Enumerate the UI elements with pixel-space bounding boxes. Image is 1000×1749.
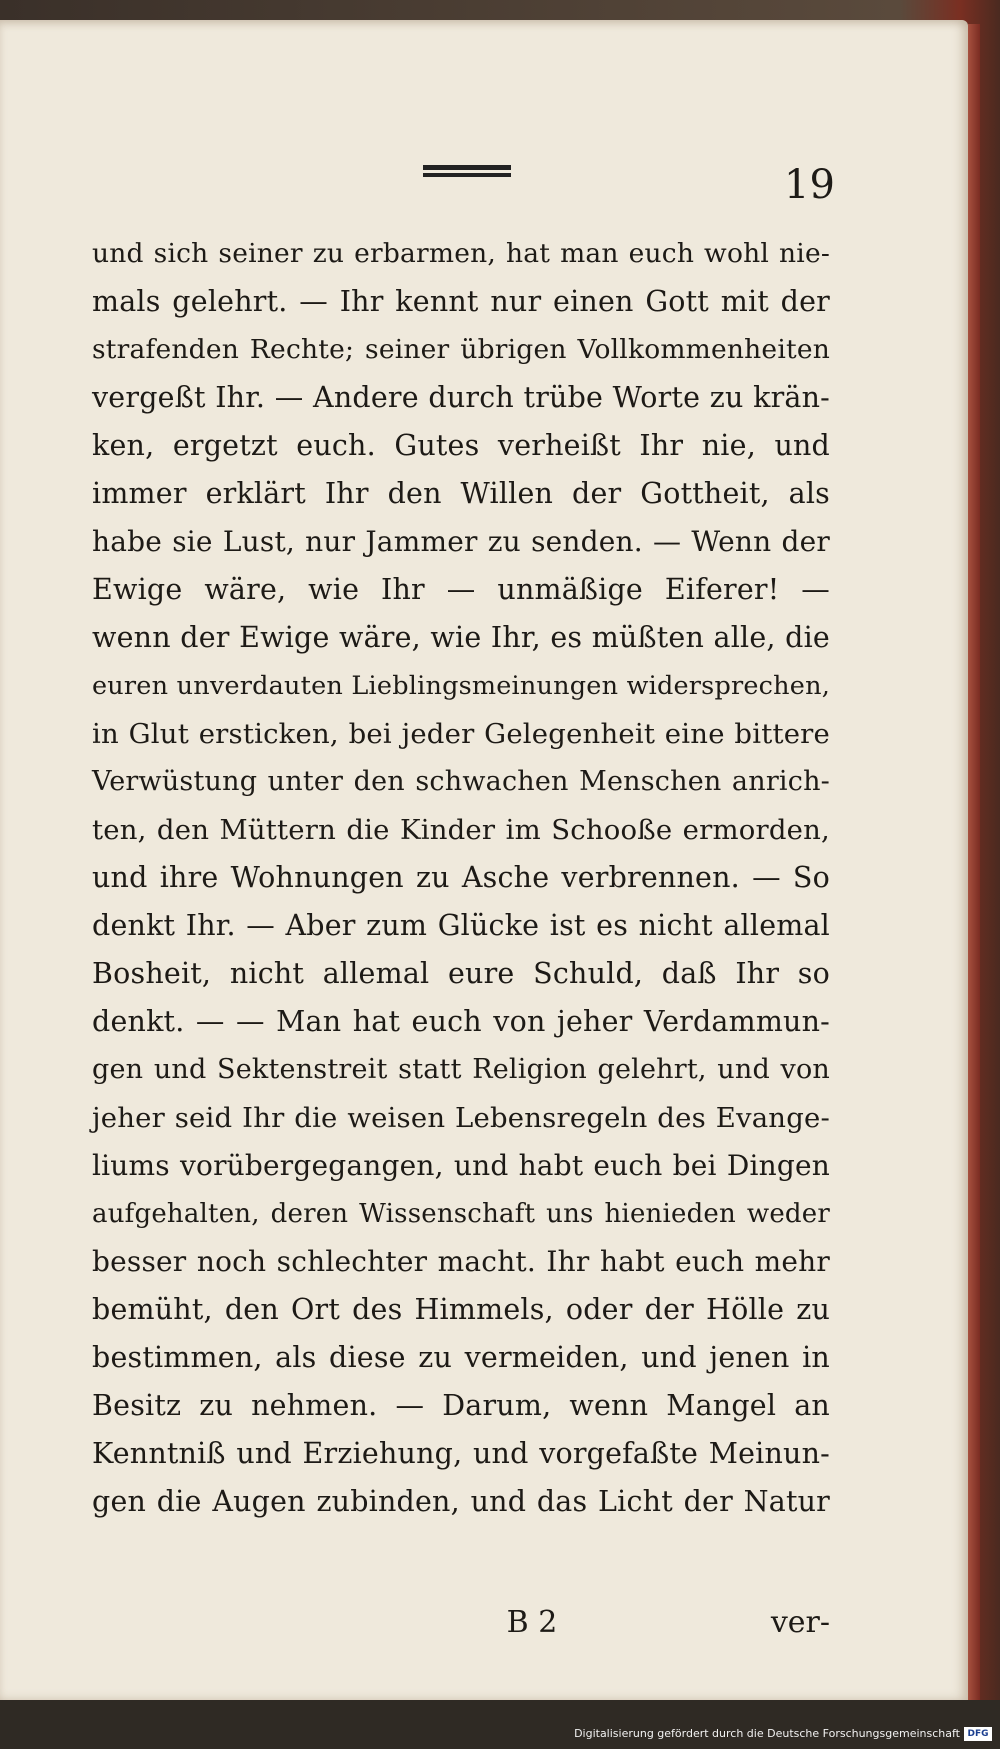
- page-number: 19: [784, 162, 835, 208]
- text-line: euren unverdauten Lieblingsmeinungen widersprechen,: [92, 671, 830, 701]
- text-line: bemüht, den Ort des Himmels, oder der Hölle zu: [92, 1293, 830, 1326]
- header-rule: [423, 165, 511, 175]
- text-line: liums vorübergegangen, und habt euch bei Dingen: [92, 1149, 830, 1182]
- text-line: vergeßt Ihr. — Andere durch trübe Worte zu krän-: [92, 381, 830, 414]
- text-line: Bosheit, nicht allemal eure Schuld, daß Ihr so: [92, 957, 830, 990]
- text-line: gen und Sektenstreit statt Religion gelehrt, und von: [92, 1054, 830, 1085]
- text-line: denkt. — — Man hat euch von jeher Verdammun-: [92, 1005, 830, 1038]
- text-line: habe sie Lust, nur Jammer zu senden. — Wenn der: [92, 525, 830, 558]
- text-line: mals gelehrt. — Ihr kennt nur einen Gott mit der: [92, 285, 830, 318]
- catchword: ver-: [770, 1605, 830, 1640]
- credit-bar: [0, 1700, 1000, 1749]
- text-line: denkt Ihr. — Aber zum Glücke ist es nicht allemal: [92, 909, 830, 942]
- text-line: Besitz zu nehmen. — Darum, wenn Mangel an: [92, 1389, 830, 1422]
- text-line: in Glut ersticken, bei jeder Gelegenheit eine bittere: [92, 718, 830, 750]
- text-line: Kenntniß und Erziehung, und vorgefaßte Meinun-: [92, 1437, 830, 1470]
- dfg-logo: DFG: [964, 1727, 992, 1741]
- text-line: besser noch schlechter macht. Ihr habt euch mehr: [92, 1245, 830, 1278]
- text-line: und ihre Wohnungen zu Asche verbrennen. — So: [92, 861, 830, 894]
- text-line: Verwüstung unter den schwachen Menschen anrich-: [92, 766, 830, 797]
- text-line: und sich seiner zu erbarmen, hat man euch wohl nie-: [92, 238, 830, 269]
- text-line: ken, ergetzt euch. Gutes verheißt Ihr nie, und: [92, 429, 830, 462]
- page-edge: [968, 24, 980, 1700]
- signature-mark: B 2: [506, 1605, 558, 1640]
- text-line: gen die Augen zubinden, und das Licht der Natur: [92, 1485, 830, 1518]
- text-line: ten, den Müttern die Kinder im Schooße ermorden,: [92, 814, 830, 846]
- page-footer: [92, 1605, 830, 1655]
- text-line: strafenden Rechte; seiner übrigen Vollkommenheiten: [92, 334, 830, 365]
- text-line: immer erklärt Ihr den Willen der Gottheit, als: [92, 477, 830, 510]
- text-line: wenn der Ewige wäre, wie Ihr, es müßten alle, die: [92, 621, 830, 654]
- text-line: bestimmen, als diese zu vermeiden, und jenen in: [92, 1341, 830, 1374]
- text-line: aufgehalten, deren Wissenschaft uns hienieden weder: [92, 1199, 830, 1229]
- text-line: Ewige wäre, wie Ihr — unmäßige Eiferer! —: [92, 573, 830, 606]
- digitization-credit: Digitalisierung gefördert durch die Deutsche Forschungsgemeinschaft: [574, 1727, 960, 1740]
- body-text: [92, 230, 830, 1526]
- text-line: jeher seid Ihr die weisen Lebensregeln des Evange-: [92, 1102, 830, 1134]
